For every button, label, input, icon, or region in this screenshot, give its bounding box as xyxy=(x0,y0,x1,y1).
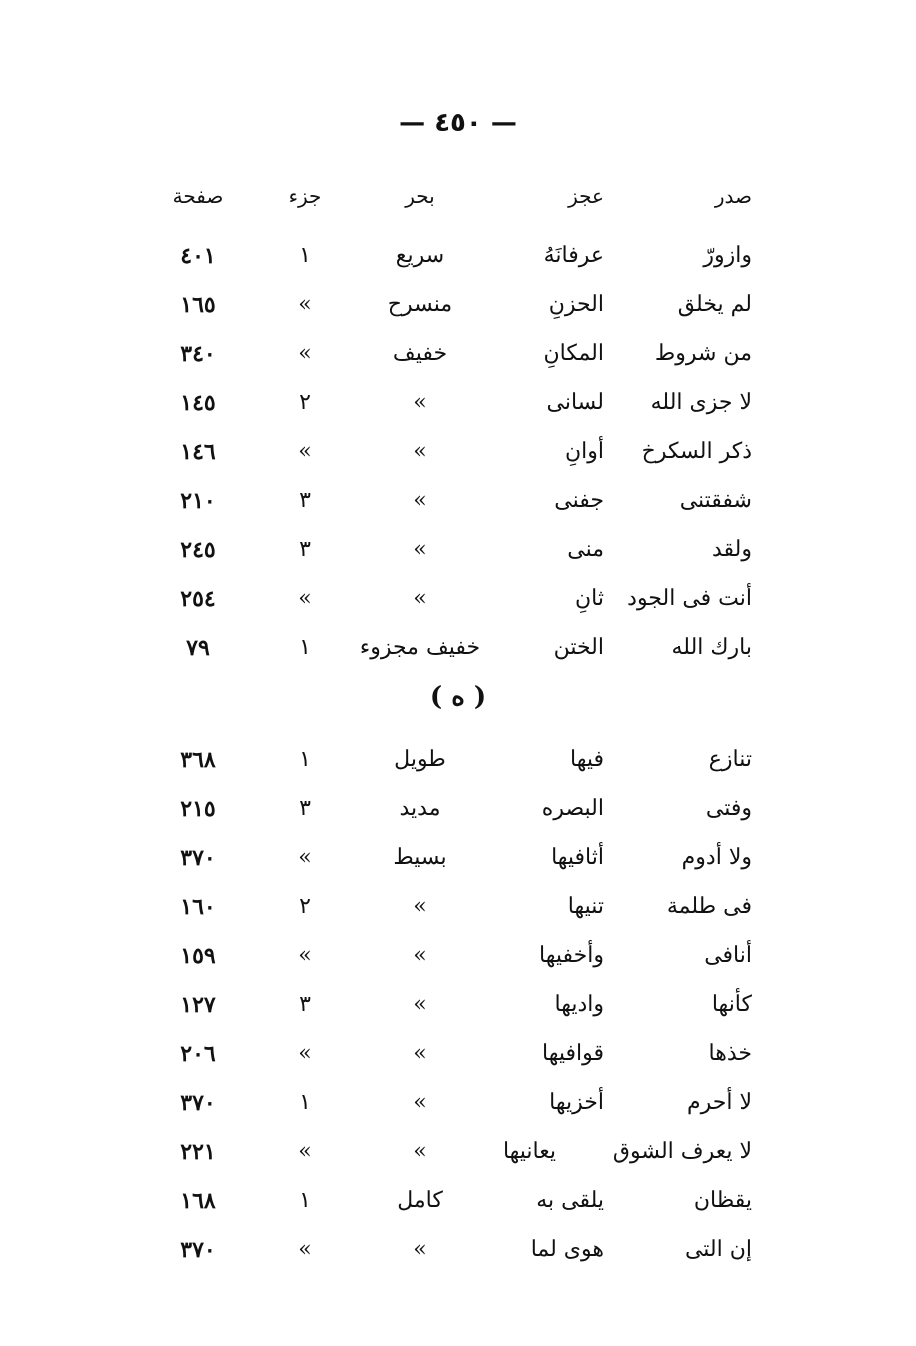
cell-bahr: كامل xyxy=(397,1188,443,1213)
cell-ajz: عرفانَهُ xyxy=(543,243,604,268)
cell-juz: ٣ xyxy=(299,488,311,513)
table-row xyxy=(0,432,916,472)
table-row xyxy=(0,236,916,276)
header-bahr: بحر xyxy=(405,184,435,208)
cell-ajz: الحزنِ xyxy=(548,292,604,317)
table-row xyxy=(0,838,916,878)
cell-juz: » xyxy=(298,292,312,317)
cell-ajz: ثانِ xyxy=(575,586,604,611)
cell-bahr: خفيف xyxy=(392,341,448,366)
cell-juz: ١ xyxy=(299,243,311,268)
cell-bahr: » xyxy=(413,537,427,562)
cell-safha: ١٤٥ xyxy=(180,390,216,416)
cell-safha: ٢٥٤ xyxy=(180,586,216,612)
cell-juz: » xyxy=(298,943,312,968)
cell-sadr: ولا أدوم xyxy=(681,845,752,870)
cell-ajz: المكانِ xyxy=(543,341,604,366)
cell-sadr: لا يعرف الشوق xyxy=(612,1139,752,1164)
cell-juz: ١ xyxy=(299,1188,311,1213)
cell-bahr: » xyxy=(413,1139,427,1164)
cell-sadr: ولقد xyxy=(711,537,752,562)
cell-safha: ١٦٠ xyxy=(180,894,216,920)
table-row xyxy=(0,985,916,1025)
table-row xyxy=(0,285,916,325)
cell-juz: » xyxy=(298,1139,312,1164)
cell-sadr: بارك الله xyxy=(671,635,752,660)
cell-sadr: إن التى xyxy=(684,1237,752,1262)
cell-sadr: من شروط xyxy=(654,341,752,366)
cell-ajz: لسانى xyxy=(546,390,604,415)
cell-sadr: لم يخلق xyxy=(677,292,752,317)
cell-ajz: منى xyxy=(567,537,604,562)
cell-safha: ٣٧٠ xyxy=(180,1090,216,1116)
header-juz: جزء xyxy=(288,184,322,208)
cell-ajz: تنيها xyxy=(567,894,604,919)
table-row xyxy=(0,1034,916,1074)
table-row xyxy=(0,1132,916,1172)
cell-sadr: كأنها xyxy=(711,992,752,1017)
cell-bahr: » xyxy=(413,390,427,415)
cell-safha: ٢٢١ xyxy=(180,1139,216,1165)
column-headers xyxy=(0,176,916,216)
cell-safha: ٣٦٨ xyxy=(180,747,216,773)
table-row xyxy=(0,579,916,619)
cell-ajz: البصره xyxy=(541,796,604,821)
cell-sadr: خذها xyxy=(708,1041,752,1066)
cell-ajz: قوافيها xyxy=(542,1041,604,1066)
cell-sadr: يقظان xyxy=(693,1188,752,1213)
header-sadr: صدر xyxy=(714,184,752,208)
table-row xyxy=(0,481,916,521)
cell-bahr: » xyxy=(413,1237,427,1262)
cell-ajz: أخزيها xyxy=(549,1090,604,1115)
table-row xyxy=(0,936,916,976)
cell-safha: ٧٩ xyxy=(186,635,210,661)
cell-juz: ٣ xyxy=(299,537,311,562)
cell-sadr: أنافى xyxy=(704,943,752,968)
cell-ajz: يعانيها xyxy=(502,1139,556,1164)
cell-juz: » xyxy=(298,1237,312,1262)
table-row xyxy=(0,383,916,423)
cell-ajz: هوى لما xyxy=(530,1237,604,1262)
cell-safha: ١٦٨ xyxy=(180,1188,216,1214)
cell-ajz: وأخفيها xyxy=(539,943,604,968)
cell-safha: ٢٠٦ xyxy=(180,1041,216,1067)
cell-ajz: فيها xyxy=(570,747,604,772)
cell-juz: ٣ xyxy=(299,992,311,1017)
section-label: ( ه ) xyxy=(429,682,487,712)
cell-bahr: سريع xyxy=(395,243,445,268)
cell-safha: ٢١٠ xyxy=(180,488,216,514)
cell-bahr: » xyxy=(413,1090,427,1115)
cell-bahr: » xyxy=(413,439,427,464)
cell-ajz: جفنى xyxy=(554,488,604,513)
cell-bahr: » xyxy=(413,894,427,919)
cell-juz: » xyxy=(298,1041,312,1066)
cell-safha: ٣٤٠ xyxy=(180,341,216,367)
cell-ajz: أثافيها xyxy=(551,845,604,870)
cell-sadr: فى طلمة xyxy=(666,894,752,919)
cell-safha: ٣٧٠ xyxy=(180,1237,216,1263)
cell-juz: ١ xyxy=(299,635,311,660)
cell-juz: ٢ xyxy=(299,894,311,919)
table-row xyxy=(0,789,916,829)
page-number: — ٤٥٠ — xyxy=(399,108,517,138)
cell-safha: ٢٤٥ xyxy=(180,537,216,563)
cell-ajz: يلقى به xyxy=(536,1188,604,1213)
cell-bahr: » xyxy=(413,586,427,611)
cell-safha: ٤٠١ xyxy=(180,243,216,269)
cell-bahr: منسرح xyxy=(387,292,453,317)
cell-juz: » xyxy=(298,845,312,870)
cell-juz: » xyxy=(298,439,312,464)
table-row xyxy=(0,1083,916,1123)
cell-ajz: واديها xyxy=(554,992,604,1017)
cell-sadr: ذكر السكرخ xyxy=(641,439,752,464)
cell-ajz: أوانِ xyxy=(564,439,604,464)
cell-bahr: » xyxy=(413,1041,427,1066)
table-row xyxy=(0,1181,916,1221)
cell-sadr: لا أحرم xyxy=(686,1090,752,1115)
cell-juz: » xyxy=(298,586,312,611)
cell-safha: ١٤٦ xyxy=(180,439,216,465)
cell-sadr: وازورّ xyxy=(703,243,752,268)
cell-juz: ٢ xyxy=(299,390,311,415)
cell-bahr: » xyxy=(413,488,427,513)
table-row xyxy=(0,530,916,570)
cell-bahr: مديد xyxy=(399,796,441,821)
table-row xyxy=(0,887,916,927)
cell-sadr: تنازع xyxy=(708,747,752,772)
cell-bahr: » xyxy=(413,943,427,968)
cell-bahr: خفيف مجزوء xyxy=(359,635,481,660)
cell-juz: » xyxy=(298,341,312,366)
cell-sadr: وفتى xyxy=(705,796,752,821)
cell-sadr: أنت فى الجود xyxy=(627,586,752,611)
cell-safha: ١٦٥ xyxy=(180,292,216,318)
cell-safha: ١٥٩ xyxy=(180,943,216,969)
cell-ajz: الختن xyxy=(553,635,604,660)
cell-juz: ٣ xyxy=(299,796,311,821)
cell-bahr: » xyxy=(413,992,427,1017)
cell-sadr: شفقتنى xyxy=(679,488,752,513)
cell-juz: ١ xyxy=(299,747,311,772)
cell-juz: ١ xyxy=(299,1090,311,1115)
table-row xyxy=(0,628,916,668)
cell-safha: ٣٧٠ xyxy=(180,845,216,871)
cell-bahr: بسيط xyxy=(393,845,447,870)
table-row xyxy=(0,740,916,780)
cell-safha: ١٢٧ xyxy=(180,992,216,1018)
table-row xyxy=(0,334,916,374)
table-row xyxy=(0,1230,916,1270)
cell-sadr: لا جزى الله xyxy=(650,390,752,415)
header-ajz: عجز xyxy=(568,184,604,208)
cell-safha: ٢١٥ xyxy=(180,796,216,822)
header-safha: صفحة xyxy=(172,184,224,208)
cell-bahr: طويل xyxy=(394,747,446,772)
